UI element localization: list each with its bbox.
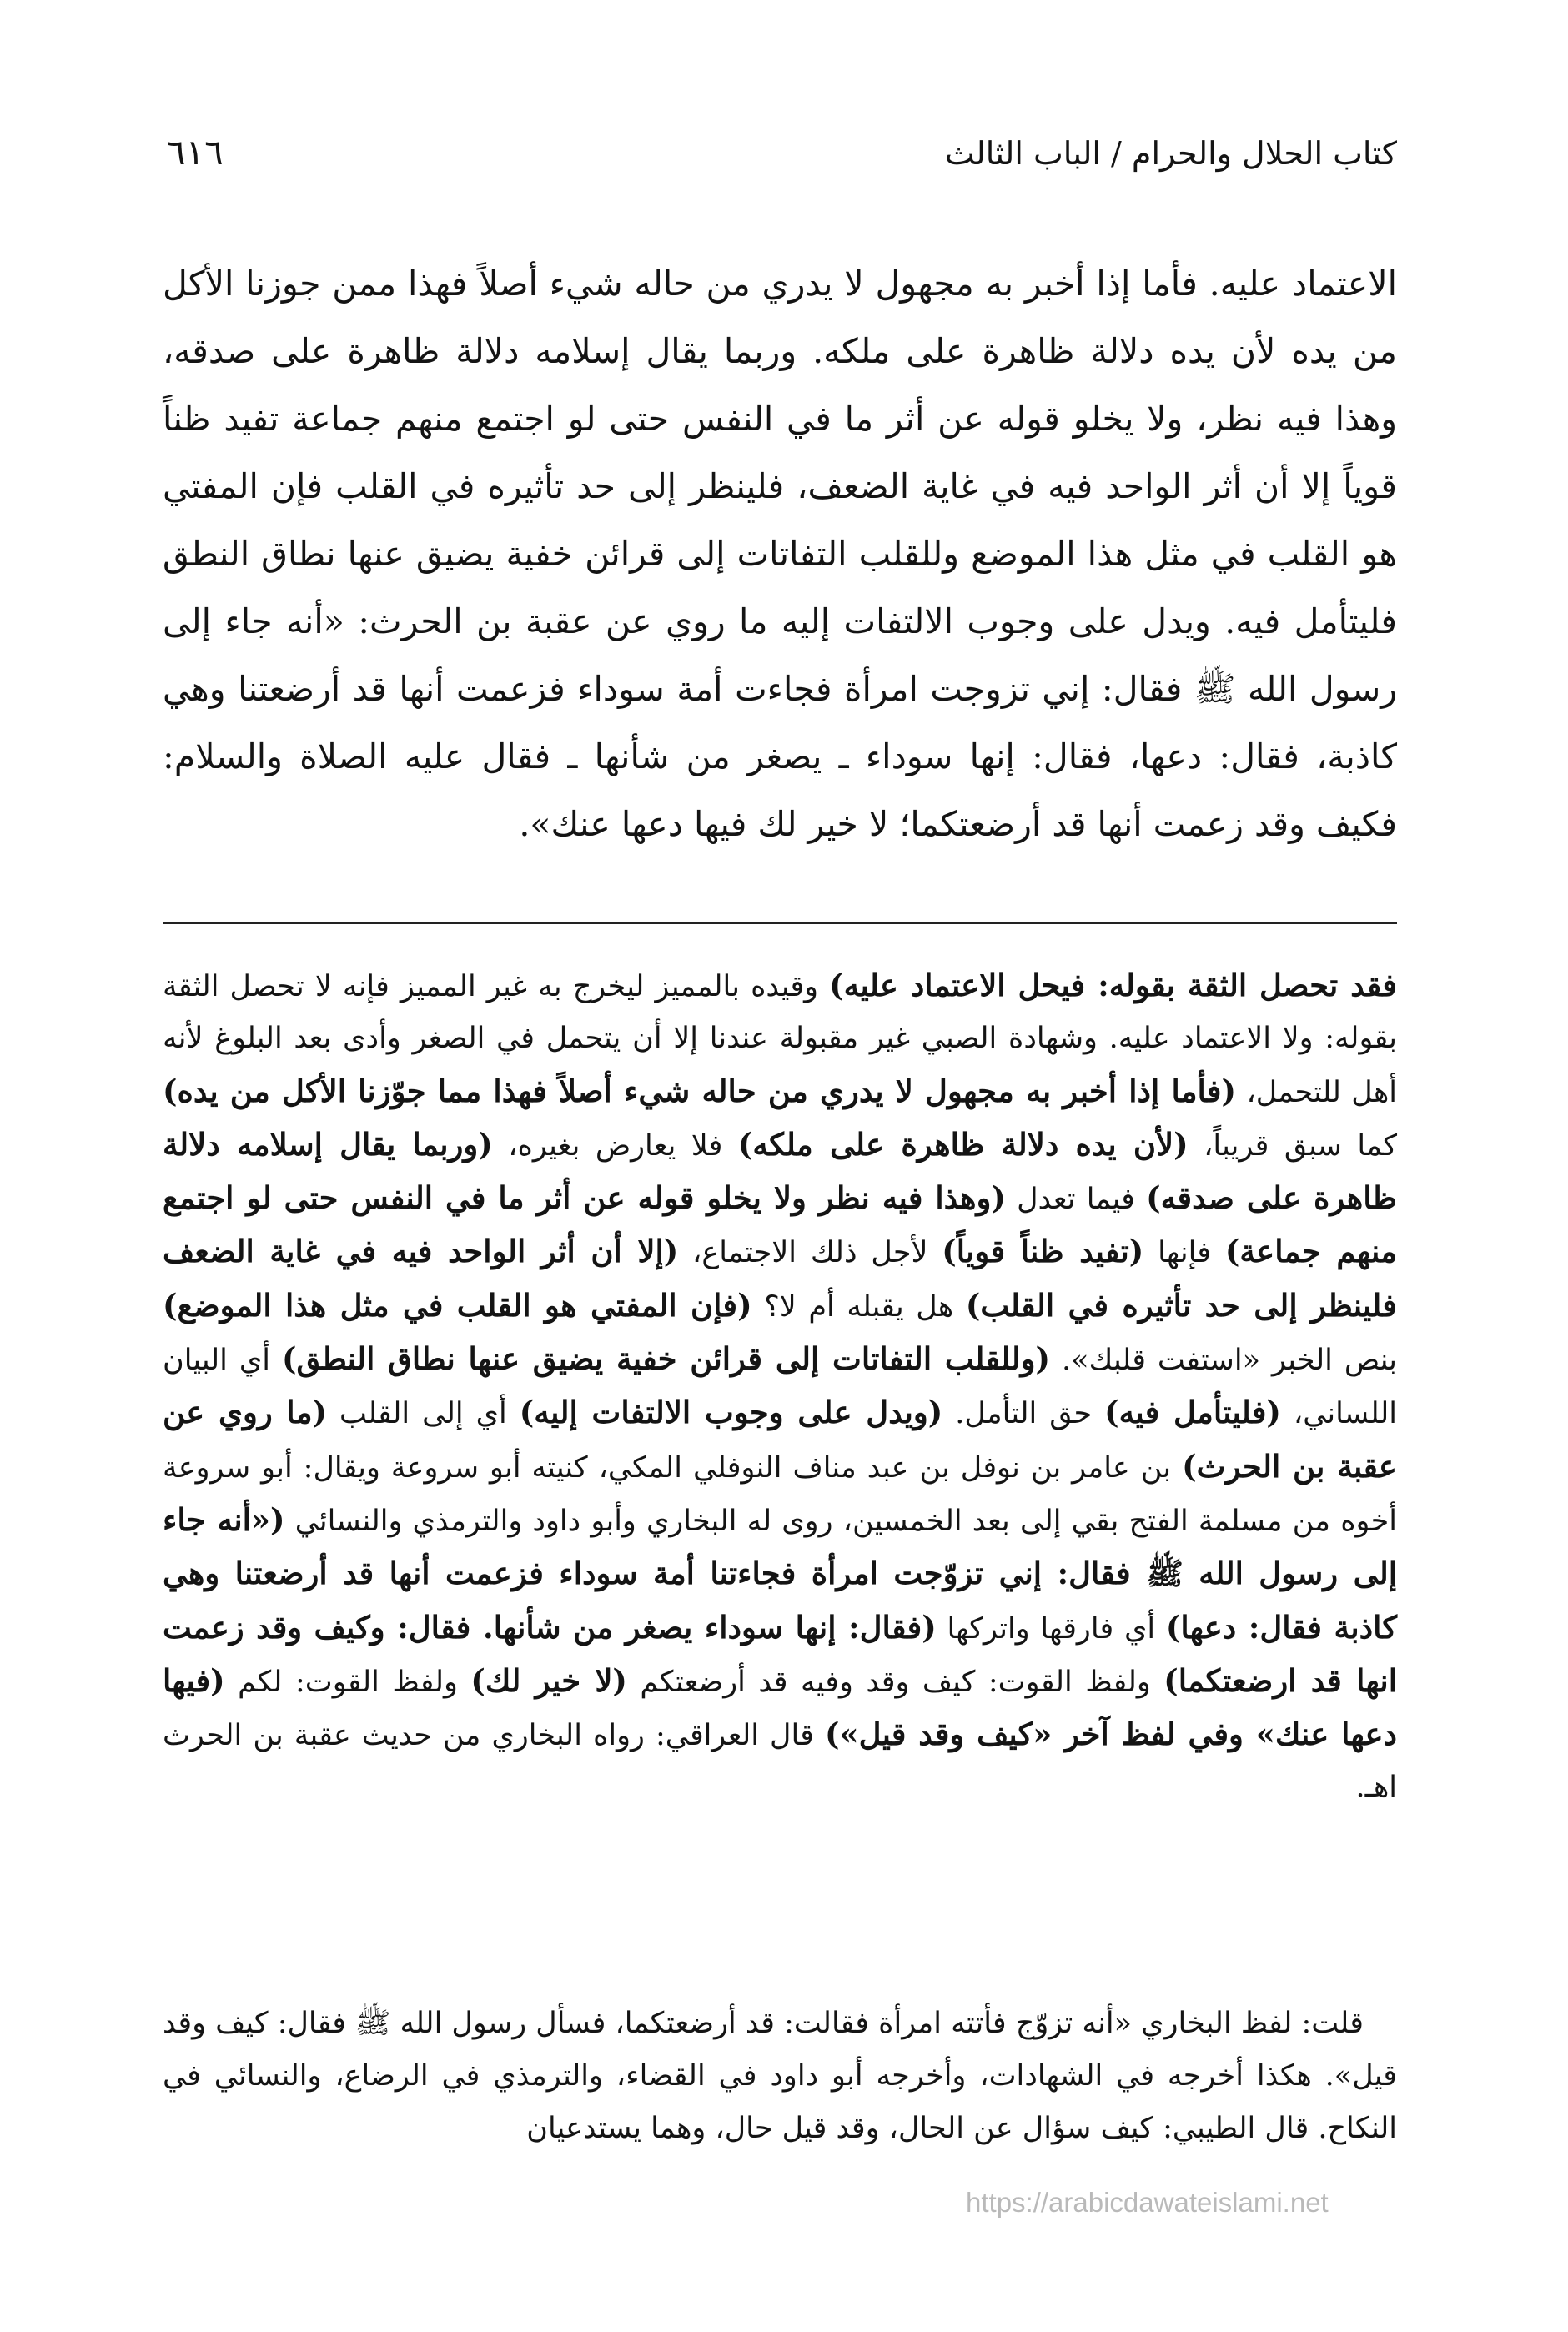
page-number: ٦١٦ (167, 132, 224, 173)
footnote (163, 1998, 1397, 2155)
commentary-text: حق التأمل. (942, 1397, 1105, 1431)
commentary-quote: (فقال: إنها سوداء يصغر من شأنها. فقال: وكيف وقد زعمت انها قد ارضعتكما) (163, 1608, 1397, 1699)
running-title: كتاب الحلال والحرام / الباب الثالث (944, 135, 1397, 172)
commentary-quote: (فأما إذا أخبر به مجهول لا يدري من حاله شيء أصلاً فهذا مما جوّزنا الأكل من يده) (163, 1072, 1237, 1109)
commentary-text: قال العراقي: رواه البخاري من حديث عقبة بن الحرث اهـ. (163, 1719, 1397, 1805)
commentary-quote: (وربما يقال إسلامه دلالة ظاهرة على صدقه) (163, 1125, 1397, 1217)
watermark-url: https://arabicdawateislami.net (966, 2187, 1329, 2218)
commentary-quote: (لأن يده دلالة ظاهرة على ملكه) (737, 1125, 1189, 1163)
commentary-quote: (فليتأمل فيه) (1104, 1394, 1281, 1431)
commentary-text: فإنها (1143, 1236, 1225, 1270)
commentary-quote: (ما روي عن عقبة بن الحرث) (163, 1394, 1397, 1485)
commentary-text: هل يقبله أم لا؟ (751, 1289, 966, 1324)
commentary-text: ولفظ القوت: لكم (224, 1665, 471, 1699)
commentary-quote: (فإن المفتي هو القلب في مثل هذا الموضع) (163, 1286, 752, 1324)
main-text-paragraph: الاعتماد عليه. فأما إذا أخبر به مجهول لا يدري من حاله شيء أصلاً فهذا ممن جوزنا الأكل من يده لأن يده دلالة ظاهرة على ملكه. وربما يقال إسلامه دلالة ظاهرة على صدقه، وهذا فيه نظر، ولا يخلو قوله عن أثر ما في النفس حتى لو اجتمع منهم جماعة تفيد ظناً قوياً إلا أن أثر الواحد فيه في غاية الضعف، فلينظر إلى حد تأثيره في القلب فإن المفتي هو القلب في مثل هذا الموضع وللقلب التفاتات إلى قرائن خفية يضيق عنها نطاق النطق فليتأمل فيه. ويدل على وجوب الالتفات إليه ما روي عن عقبة بن الحرث: «أنه جاء إلى رسول الله ﷺ فقال: إني تزوجت امرأة فجاءت أمة سوداء فزعمت أنها قد أرضعتنا وهي كاذبة، فقال: دعها، فقال: إنها سوداء ـ يصغر من شأنها ـ فقال عليه الصلاة والسلام: فكيف وقد زعمت أنها قد أرضعتكما؛ لا خير لك فيها دعها عنك». (163, 264, 1397, 844)
commentary-quote: (لا خير لك) (470, 1661, 627, 1699)
commentary (163, 959, 1397, 1814)
commentary-quote: (تفيد ظناً قوياً) (942, 1233, 1144, 1270)
commentary-text: فيما تعدل (1005, 1183, 1147, 1217)
commentary-text: كما سبق قريباً، (1188, 1128, 1397, 1163)
commentary-quote: («أنه جاء إلى رسول الله ﷺ فقال: إني تزوّجت امرأة فجاءتنا أمة سوداء فزعمت أنها قد أرضعتنا وهي كاذبة فقال: دعها) (163, 1500, 1398, 1646)
commentary-text: لأجل ذلك الاجتماع، (678, 1236, 942, 1270)
commentary-text: بنص الخبر «استفت قلبك». (1050, 1344, 1397, 1378)
commentary-quote: فقد تحصل الثقة بقوله: فيحل الاعتماد عليه) (829, 967, 1397, 1003)
commentary-text: وقيده بالمميز ليخرج به غير المميز فإنه لا تحصل الثقة بقوله: ولا الاعتماد عليه. وشهادة الصبي غير مقبولة عندنا إلا أن يتحمل في الصغر وأدى بعد البلوغ لأنه أهل للتحمل، (163, 970, 1397, 1109)
commentary-quote: (إلا أن أثر الواحد فيه في غاية الضعف فلينظر إلى حد تأثيره في القلب) (163, 1233, 1397, 1324)
footnote-paragraph: قلت: لفظ البخاري «أنه تزوّج فأتته امرأة فقالت: قد أرضعتكما، فسأل رسول الله ﷺ فقال: كيف وقد قيل». هكذا أخرجه في الشهادات، وأخرجه أبو داود في القضاء، والترمذي في الرضاع، والنسائي في النكاح. قال الطيبي: كيف سؤال عن الحال، وقد قيل حال، وهما يستدعيان (162, 2007, 1397, 2145)
commentary-quote: (وللقلب التفاتات إلى قرائن خفية يضيق عنها نطاق النطق) (281, 1340, 1051, 1378)
commentary-text: أي إلى القلب (327, 1397, 520, 1431)
commentary-quote: (ويدل على وجوب الالتفات إليه) (519, 1394, 943, 1431)
commentary-text: ولفظ القوت: كيف وقد وفيه قد أرضعتكم (626, 1665, 1164, 1699)
commentary-paragraph (163, 959, 1397, 1814)
commentary-text: بن عامر بن نوفل بن عبد مناف النوفلي المكي، كنيته أبو سروعة ويقال: أبو سروعة أخوه من مسلمة الفتح بقي إلى بعد الخمسين، روى له البخاري وأبو داود والترمذي والنسائي (163, 1450, 1397, 1538)
commentary-quote: (وهذا فيه نظر ولا يخلو قوله عن أثر ما في النفس حتى لو اجتمع منهم جماعة) (163, 1179, 1398, 1270)
main-text (163, 250, 1397, 858)
commentary-text: أي فارقها واتركها (936, 1611, 1166, 1646)
separator-rule (163, 922, 1397, 924)
commentary-text: فلا يعارض بغيره، (492, 1128, 738, 1163)
commentary-text: أي البيان اللساني، (163, 1344, 1398, 1431)
commentary-quote: (فيها دعها عنك» وفي لفظ آخر «كيف وقد قيل») (163, 1661, 1398, 1753)
page-header (167, 132, 1397, 173)
